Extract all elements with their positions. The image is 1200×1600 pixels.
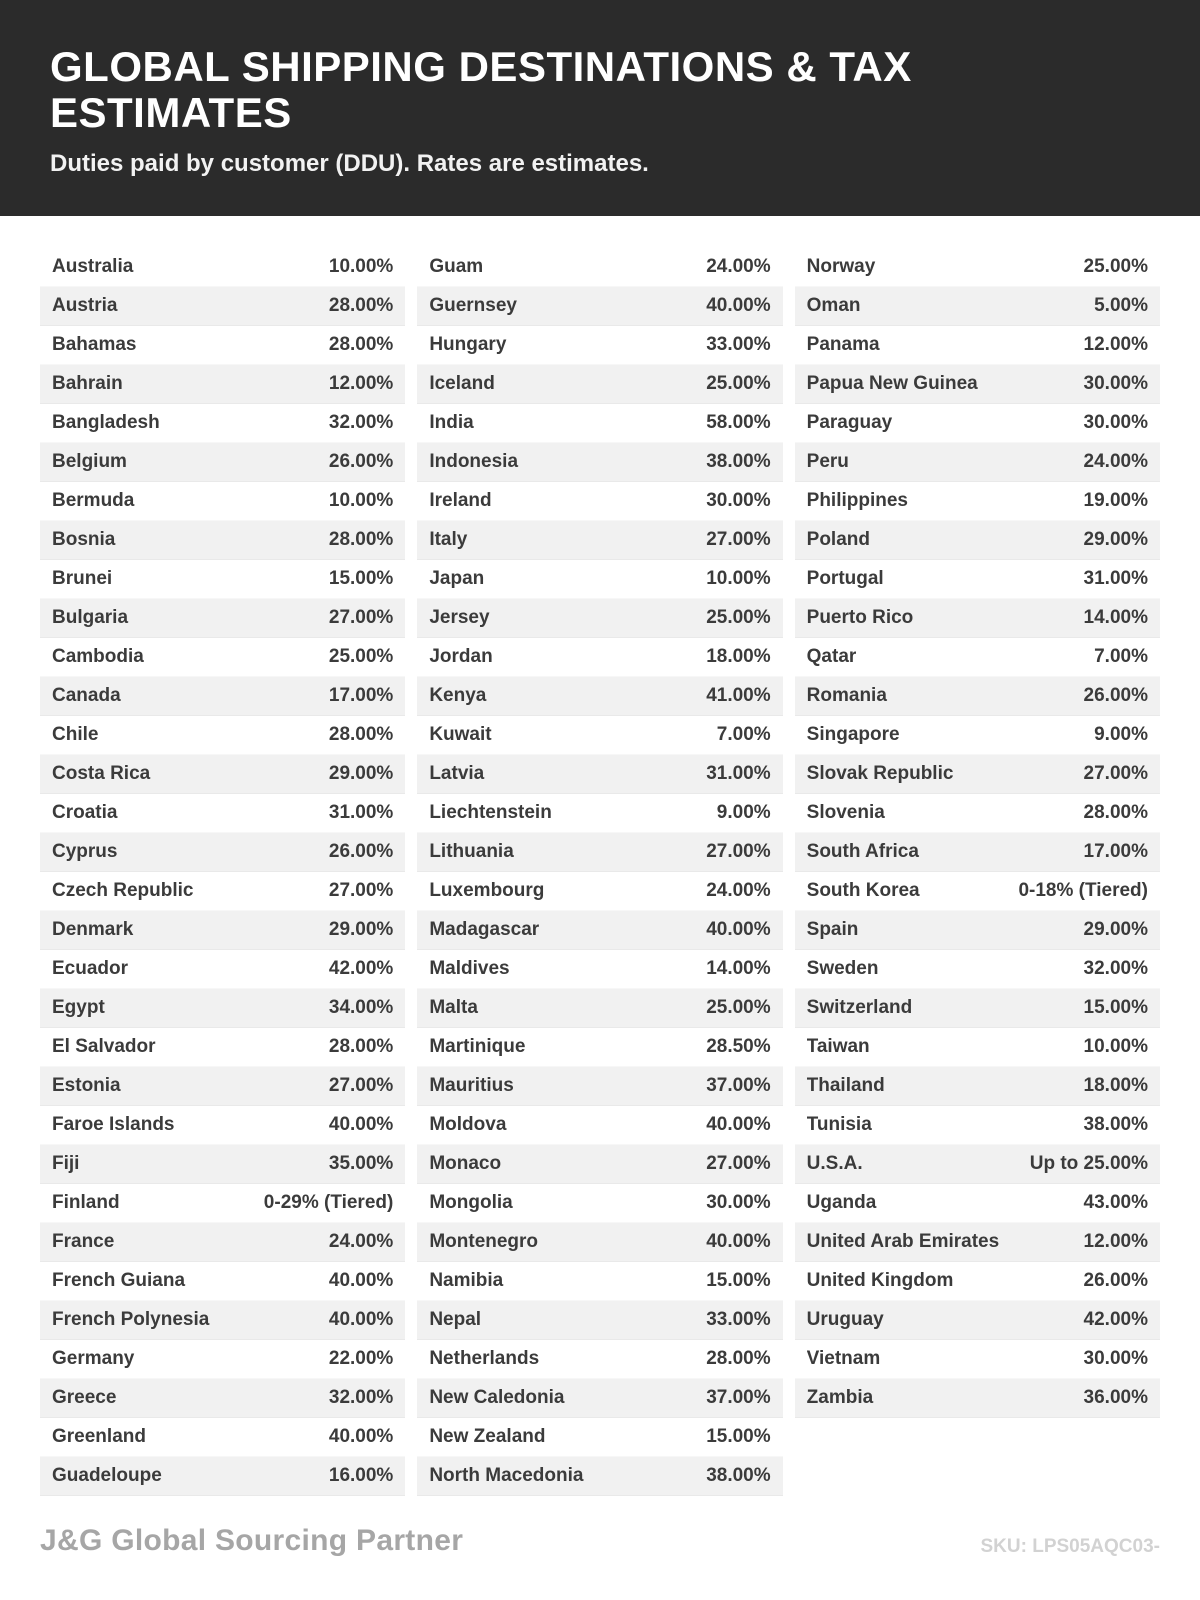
table-row: [40, 1340, 405, 1379]
country-label: Fiji: [52, 1153, 80, 1175]
country-label: Qatar: [806, 646, 857, 668]
table-row: [795, 872, 1160, 911]
rate-column-2: [417, 248, 782, 1496]
rate-value: 5.00%: [1094, 295, 1148, 317]
table-row: [417, 326, 782, 365]
table-row: [40, 638, 405, 677]
rate-value: 24.00%: [706, 880, 771, 902]
table-row: [417, 1301, 782, 1340]
table-row: [417, 833, 782, 872]
page-subtitle: Duties paid by customer (DDU). Rates are estimates.: [50, 150, 649, 178]
table-row: [40, 287, 405, 326]
table-row: [40, 950, 405, 989]
country-label: New Zealand: [429, 1426, 546, 1448]
rate-value: 25.00%: [706, 607, 771, 629]
rate-value: 28.00%: [706, 1348, 771, 1370]
country-label: Croatia: [52, 802, 118, 824]
rate-column-3: [795, 248, 1160, 1418]
country-label: Netherlands: [429, 1348, 540, 1370]
table-row: [417, 365, 782, 404]
country-label: South Korea: [806, 880, 920, 902]
table-row: [40, 599, 405, 638]
country-label: Portugal: [806, 568, 884, 590]
table-row: [417, 794, 782, 833]
table-row: [795, 521, 1160, 560]
rate-value: 32.00%: [328, 1387, 394, 1409]
country-label: Denmark: [52, 919, 134, 941]
rate-value: 40.00%: [328, 1114, 394, 1136]
table-row: [40, 794, 405, 833]
country-label: Cambodia: [52, 646, 144, 668]
country-label: Jersey: [429, 607, 490, 629]
table-row: [417, 443, 782, 482]
country-label: Ecuador: [52, 958, 129, 980]
table-row: [40, 248, 405, 287]
table-row: [795, 1262, 1160, 1301]
rate-value: 18.00%: [706, 646, 771, 668]
country-label: Cyprus: [52, 841, 118, 863]
rate-value: 40.00%: [328, 1270, 394, 1292]
country-label: Chile: [52, 724, 99, 746]
country-label: Ireland: [429, 490, 492, 512]
country-label: Bulgaria: [52, 607, 129, 629]
country-label: Estonia: [52, 1075, 121, 1097]
rate-value: 29.00%: [328, 919, 394, 941]
rate-value: 24.00%: [1083, 451, 1148, 473]
rate-value: 0-29% (Tiered): [263, 1192, 394, 1214]
table-row: [795, 794, 1160, 833]
rate-value: 9.00%: [716, 802, 771, 824]
table-row: [40, 989, 405, 1028]
table-row: [417, 950, 782, 989]
rate-value: 28.50%: [706, 1036, 771, 1058]
table-row: [417, 638, 782, 677]
rate-value: 28.00%: [328, 1036, 394, 1058]
rate-value: 15.00%: [1083, 997, 1148, 1019]
country-label: Brunei: [52, 568, 113, 590]
table-row: [795, 1340, 1160, 1379]
country-label: Panama: [806, 334, 880, 356]
rate-value: 15.00%: [706, 1270, 771, 1292]
rate-value: 27.00%: [328, 880, 394, 902]
table-row: [417, 599, 782, 638]
table-row: [417, 911, 782, 950]
rate-value: 25.00%: [1083, 256, 1148, 278]
table-row: [417, 716, 782, 755]
rate-value: 29.00%: [1083, 919, 1148, 941]
table-row: [417, 287, 782, 326]
table-row: [795, 755, 1160, 794]
rate-value: 10.00%: [328, 256, 394, 278]
country-label: Lithuania: [429, 841, 514, 863]
rate-value: 30.00%: [1083, 1348, 1148, 1370]
country-label: Norway: [806, 256, 876, 278]
country-label: United Arab Emirates: [806, 1231, 1000, 1253]
table-row: [40, 404, 405, 443]
country-label: Philippines: [806, 490, 909, 512]
rate-value: 40.00%: [706, 295, 771, 317]
table-row: [417, 1379, 782, 1418]
country-label: North Macedonia: [429, 1465, 584, 1487]
rate-value: 35.00%: [328, 1153, 394, 1175]
rate-value: 38.00%: [1083, 1114, 1148, 1136]
table-row: [417, 1340, 782, 1379]
rate-value: 37.00%: [706, 1387, 771, 1409]
country-label: Italy: [429, 529, 468, 551]
table-row: [40, 1262, 405, 1301]
table-row: [417, 677, 782, 716]
table-row: [795, 599, 1160, 638]
table-row: [795, 443, 1160, 482]
rate-value: 28.00%: [328, 295, 394, 317]
country-label: Guadeloupe: [52, 1465, 162, 1487]
table-row: [40, 1145, 405, 1184]
rate-value: 27.00%: [328, 607, 394, 629]
rate-value: 14.00%: [1083, 607, 1148, 629]
country-label: Uruguay: [806, 1309, 884, 1331]
table-row: [40, 1028, 405, 1067]
table-row: [417, 872, 782, 911]
country-label: Kuwait: [429, 724, 492, 746]
table-row: [417, 1145, 782, 1184]
brand-text: J&G Global Sourcing Partner: [40, 1524, 464, 1557]
table-row: [417, 1028, 782, 1067]
rate-value: 26.00%: [328, 451, 394, 473]
rate-value: 18.00%: [1083, 1075, 1148, 1097]
country-label: Costa Rica: [52, 763, 151, 785]
rate-value: 27.00%: [706, 529, 771, 551]
country-label: El Salvador: [52, 1036, 156, 1058]
rate-value: 26.00%: [1083, 1270, 1148, 1292]
country-label: Spain: [806, 919, 859, 941]
country-label: Switzerland: [806, 997, 913, 1019]
rate-value: 36.00%: [1083, 1387, 1148, 1409]
table-row: [417, 482, 782, 521]
table-row: [795, 1301, 1160, 1340]
table-row: [795, 677, 1160, 716]
rate-value: 42.00%: [328, 958, 394, 980]
table-row: [795, 1106, 1160, 1145]
rate-value: 19.00%: [1083, 490, 1148, 512]
table-row: [795, 989, 1160, 1028]
country-label: Belgium: [52, 451, 127, 473]
table-row: [417, 1418, 782, 1457]
rate-value: 28.00%: [328, 334, 394, 356]
country-label: Luxembourg: [429, 880, 545, 902]
country-label: Taiwan: [806, 1036, 870, 1058]
country-label: Japan: [429, 568, 485, 590]
table-row: [795, 326, 1160, 365]
country-label: Sweden: [806, 958, 879, 980]
table-row: [795, 1028, 1160, 1067]
table-row: [795, 911, 1160, 950]
country-label: France: [52, 1231, 115, 1253]
table-row: [417, 1067, 782, 1106]
rate-value: 26.00%: [1083, 685, 1148, 707]
rate-value: 31.00%: [706, 763, 771, 785]
table-row: [795, 287, 1160, 326]
rate-value: 38.00%: [706, 1465, 771, 1487]
country-label: Liechtenstein: [429, 802, 552, 824]
table-row: [417, 1106, 782, 1145]
rate-value: 27.00%: [706, 841, 771, 863]
table-row: [40, 677, 405, 716]
rates-table: [0, 216, 1200, 1496]
table-row: [40, 365, 405, 404]
rate-value: 27.00%: [328, 1075, 394, 1097]
rate-value: Up to 25.00%: [1029, 1153, 1148, 1175]
table-row: [40, 1184, 405, 1223]
country-label: Singapore: [806, 724, 900, 746]
country-label: Greece: [52, 1387, 117, 1409]
country-label: Nepal: [429, 1309, 482, 1331]
rate-value: 40.00%: [706, 1114, 771, 1136]
rate-value: 14.00%: [706, 958, 771, 980]
rate-value: 40.00%: [328, 1309, 394, 1331]
rate-value: 17.00%: [328, 685, 394, 707]
table-row: [417, 989, 782, 1028]
country-label: Paraguay: [806, 412, 893, 434]
rate-value: 25.00%: [706, 997, 771, 1019]
table-row: [40, 833, 405, 872]
rate-value: 34.00%: [328, 997, 394, 1019]
rate-value: 24.00%: [706, 256, 771, 278]
table-row: [417, 1457, 782, 1496]
rate-value: 29.00%: [328, 763, 394, 785]
country-label: Montenegro: [429, 1231, 539, 1253]
table-row: [795, 1379, 1160, 1418]
rate-value: 31.00%: [328, 802, 394, 824]
country-label: Bangladesh: [52, 412, 160, 434]
header: [0, 0, 1200, 216]
table-row: [795, 950, 1160, 989]
rate-value: 16.00%: [328, 1465, 394, 1487]
table-row: [40, 872, 405, 911]
rate-value: 9.00%: [1094, 724, 1148, 746]
rate-value: 30.00%: [706, 1192, 771, 1214]
rate-value: 10.00%: [1083, 1036, 1148, 1058]
rate-value: 32.00%: [328, 412, 394, 434]
table-row: [40, 326, 405, 365]
table-row: [795, 482, 1160, 521]
table-row: [40, 1301, 405, 1340]
country-label: India: [429, 412, 474, 434]
rate-value: 12.00%: [1083, 1231, 1148, 1253]
rate-value: 40.00%: [328, 1426, 394, 1448]
rate-value: 29.00%: [1083, 529, 1148, 551]
country-label: Vietnam: [806, 1348, 881, 1370]
table-row: [795, 638, 1160, 677]
rate-value: 30.00%: [706, 490, 771, 512]
country-label: Puerto Rico: [806, 607, 914, 629]
country-label: Bosnia: [52, 529, 116, 551]
rate-column-1: [40, 248, 405, 1496]
footer: [40, 1524, 1160, 1558]
country-label: Kenya: [429, 685, 487, 707]
country-label: Slovenia: [806, 802, 885, 824]
table-row: [40, 716, 405, 755]
rate-value: 28.00%: [1083, 802, 1148, 824]
country-label: Germany: [52, 1348, 135, 1370]
table-row: [795, 1223, 1160, 1262]
table-row: [417, 1262, 782, 1301]
table-row: [795, 404, 1160, 443]
rate-value: 41.00%: [706, 685, 771, 707]
rate-value: 24.00%: [328, 1231, 394, 1253]
rate-value: 30.00%: [1083, 373, 1148, 395]
country-label: Indonesia: [429, 451, 519, 473]
rate-value: 31.00%: [1083, 568, 1148, 590]
rate-value: 12.00%: [1083, 334, 1148, 356]
rate-value: 33.00%: [706, 1309, 771, 1331]
rate-value: 17.00%: [1083, 841, 1148, 863]
rate-value: 25.00%: [328, 646, 394, 668]
country-label: Egypt: [52, 997, 105, 1019]
rate-value: 38.00%: [706, 451, 771, 473]
table-row: [40, 1418, 405, 1457]
country-label: Faroe Islands: [52, 1114, 175, 1136]
rate-value: 33.00%: [706, 334, 771, 356]
country-label: New Caledonia: [429, 1387, 565, 1409]
table-row: [40, 1379, 405, 1418]
country-label: French Polynesia: [52, 1309, 210, 1331]
rate-value: 40.00%: [706, 919, 771, 941]
country-label: Latvia: [429, 763, 485, 785]
country-label: Iceland: [429, 373, 495, 395]
table-row: [40, 1223, 405, 1262]
country-label: Moldova: [429, 1114, 507, 1136]
country-label: Bermuda: [52, 490, 135, 512]
table-row: [795, 365, 1160, 404]
country-label: French Guiana: [52, 1270, 186, 1292]
table-row: [40, 755, 405, 794]
table-row: [795, 248, 1160, 287]
country-label: Jordan: [429, 646, 493, 668]
table-row: [417, 521, 782, 560]
rate-value: 37.00%: [706, 1075, 771, 1097]
table-row: [417, 1223, 782, 1262]
country-label: Maldives: [429, 958, 510, 980]
table-row: [417, 404, 782, 443]
country-label: Mauritius: [429, 1075, 514, 1097]
table-row: [795, 716, 1160, 755]
table-row: [40, 443, 405, 482]
rate-value: 28.00%: [328, 529, 394, 551]
rate-value: 28.00%: [328, 724, 394, 746]
table-row: [40, 560, 405, 599]
country-label: Guernsey: [429, 295, 517, 317]
page-title: GLOBAL SHIPPING DESTINATIONS & TAX ESTIMATES: [50, 43, 912, 137]
country-label: Peru: [806, 451, 849, 473]
table-row: [795, 1145, 1160, 1184]
rate-value: 40.00%: [706, 1231, 771, 1253]
country-label: South Africa: [806, 841, 919, 863]
country-label: Canada: [52, 685, 121, 707]
country-label: Namibia: [429, 1270, 504, 1292]
rate-value: 25.00%: [706, 373, 771, 395]
sku-text: SKU: LPS05AQC03-: [980, 1536, 1160, 1557]
rate-value: 15.00%: [706, 1426, 771, 1448]
table-row: [40, 482, 405, 521]
rate-value: 15.00%: [328, 568, 394, 590]
rate-value: 7.00%: [716, 724, 771, 746]
table-row: [795, 833, 1160, 872]
table-row: [40, 911, 405, 950]
country-label: Papua New Guinea: [806, 373, 978, 395]
country-label: Romania: [806, 685, 887, 707]
country-label: Finland: [52, 1192, 120, 1214]
table-row: [795, 1184, 1160, 1223]
table-row: [40, 521, 405, 560]
table-row: [40, 1457, 405, 1496]
country-label: Guam: [429, 256, 484, 278]
country-label: Malta: [429, 997, 478, 1019]
country-label: Zambia: [806, 1387, 874, 1409]
country-label: Poland: [806, 529, 870, 551]
country-label: Monaco: [429, 1153, 502, 1175]
country-label: Slovak Republic: [806, 763, 954, 785]
rate-value: 10.00%: [328, 490, 394, 512]
table-row: [417, 248, 782, 287]
country-label: Australia: [52, 256, 134, 278]
country-label: Czech Republic: [52, 880, 194, 902]
country-label: Greenland: [52, 1426, 146, 1448]
rate-value: 0-18% (Tiered): [1018, 880, 1148, 902]
table-row: [417, 755, 782, 794]
country-label: Martinique: [429, 1036, 526, 1058]
rate-value: 26.00%: [328, 841, 394, 863]
country-label: United Kingdom: [806, 1270, 954, 1292]
table-row: [795, 1067, 1160, 1106]
rate-value: 10.00%: [706, 568, 771, 590]
country-label: Mongolia: [429, 1192, 513, 1214]
rate-value: 22.00%: [328, 1348, 394, 1370]
country-label: Austria: [52, 295, 118, 317]
country-label: Madagascar: [429, 919, 540, 941]
table-row: [417, 560, 782, 599]
table-row: [417, 1184, 782, 1223]
table-row: [40, 1106, 405, 1145]
country-label: Tunisia: [806, 1114, 872, 1136]
rate-value: 27.00%: [1083, 763, 1148, 785]
country-label: U.S.A.: [806, 1153, 863, 1175]
rate-value: 32.00%: [1083, 958, 1148, 980]
country-label: Thailand: [806, 1075, 885, 1097]
table-row: [40, 1067, 405, 1106]
country-label: Uganda: [806, 1192, 877, 1214]
rate-value: 58.00%: [706, 412, 771, 434]
country-label: Bahamas: [52, 334, 137, 356]
country-label: Hungary: [429, 334, 507, 356]
rate-value: 27.00%: [706, 1153, 771, 1175]
country-label: Oman: [806, 295, 861, 317]
table-row: [795, 560, 1160, 599]
country-label: Bahrain: [52, 373, 123, 395]
rate-value: 12.00%: [328, 373, 394, 395]
rate-value: 42.00%: [1083, 1309, 1148, 1331]
rate-value: 43.00%: [1083, 1192, 1148, 1214]
rate-value: 7.00%: [1094, 646, 1148, 668]
rate-value: 30.00%: [1083, 412, 1148, 434]
